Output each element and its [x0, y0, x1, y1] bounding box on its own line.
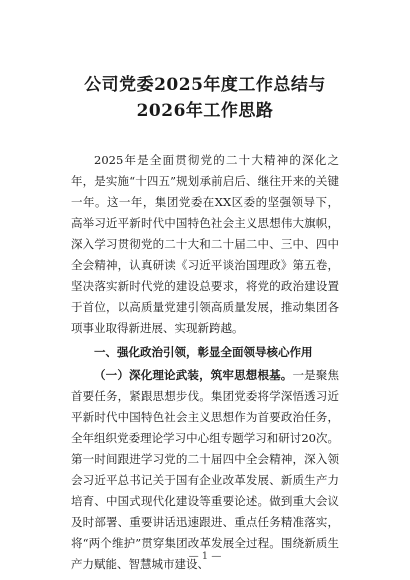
section-heading: 一、强化政治引领，彰显全面领导核心作用 — [94, 345, 313, 359]
subsection-paragraph — [71, 365, 339, 575]
subsection-body: 一是聚焦首要任务，紧跟思想步伐。集团党委将学深悟透习近平新时代中国特色社会主义思想作为首要政治任务，全年组织党委理论学习中心组专题学习和研讨20次。第一时间跟进学习党的二十届四中全会精神，深入领会习近平总书记关于国有企业改革发展、新质生产力培育、中国式现代化建设等重要论述。做到重大会议及时部署、重要讲话迅速跟进、重点任务精准落实，将“两个维护”贯穿集团改革发展全过程。围绕新质生产力赋能、智慧城市建设、 — [71, 368, 340, 571]
subsection-heading: （一）深化理论武装，筑牢思想根基。 — [94, 368, 293, 382]
document-body — [71, 150, 339, 575]
document-title: 公司党委2025年度工作总结与2026年工作思路 — [84, 75, 326, 121]
intro-paragraph: 2025年是全面贯彻党的二十大精神的深化之年，是实施“十四五”规划承前启后、继往开来的关键一年。这一年，集团党委在XX区委的坚强领导下，高举习近平新时代中国特色社会主义思想伟大旗帜，深入学习贯彻党的二十大和二十届二中、三中、四中全会精神，认真研读《习近平谈治国理政》第五卷，坚决落实新时代党的建设总要求，将党的政治建设置于首位，以高质量党建引领高质量发展，推动集团各项事业取得新进展、实现新跨越。 — [71, 153, 339, 335]
page-number: — 1 — — [188, 551, 222, 562]
